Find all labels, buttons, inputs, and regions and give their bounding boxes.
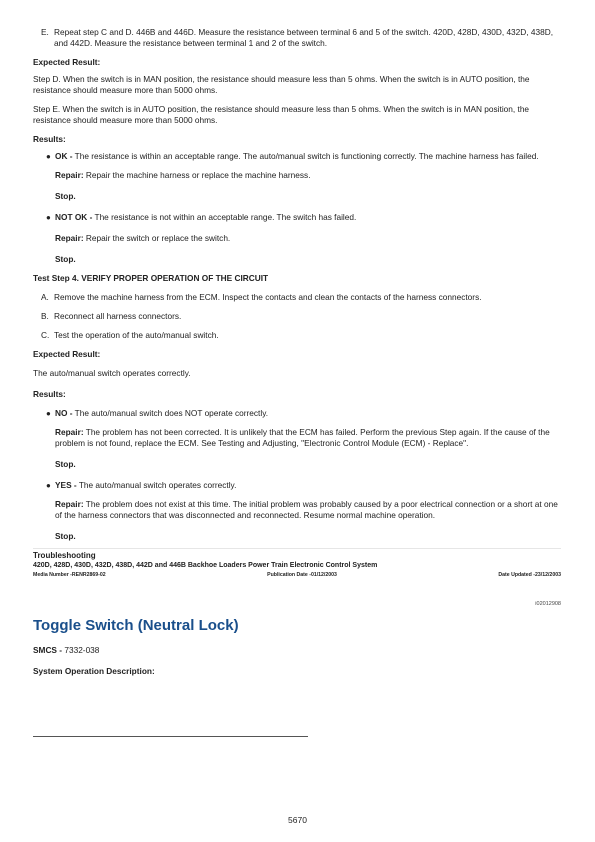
repair-label: Repair: (55, 499, 84, 509)
bullet-dot-icon: ● (46, 213, 51, 222)
expected-result-text: The auto/manual switch operates correctly. (33, 368, 191, 378)
smcs-value: 7332-038 (62, 645, 100, 655)
repair-text: The problem does not exist at this time. The initial problem was probably caused by a poor electrical connection or a short at one of the harness connectors that was disconnected and reconnected. Resume normal machine operation. (55, 499, 558, 520)
smcs-line (33, 645, 561, 656)
bottom-rule (33, 736, 308, 737)
repair-ok (33, 170, 561, 181)
doc-section-name: Troubleshooting (33, 551, 96, 560)
result-not-ok-label: NOT OK - (55, 212, 93, 222)
doc-title: 420D, 428D, 430D, 432D, 438D, 442D and 446B Backhoe Loaders Power Train Electronic Control System (33, 562, 378, 569)
doc-id: i02012908 (535, 601, 561, 607)
list-marker: C. (41, 330, 50, 340)
list-item-text: Test the operation of the auto/manual switch. (54, 330, 219, 340)
result-ok-label: OK - (55, 151, 73, 161)
expected-result-p1: Step D. When the switch is in MAN position, the resistance should measure less than 5 ohms. When the switch is in AUTO position, the resistance should measure more than 5000 ohms. (33, 74, 530, 95)
result-yes-label: YES - (55, 480, 77, 490)
repair-label: Repair: (55, 233, 84, 243)
list-marker: A. (41, 292, 49, 302)
repair-yes (33, 499, 561, 521)
date-updated: Date Updated -23/12/2003 (498, 572, 561, 578)
publication-date: Publication Date -01/12/2003 (267, 572, 337, 578)
page-content (33, 0, 561, 677)
media-number: Media Number -RENR2869-02 (33, 572, 106, 578)
step-e (33, 27, 561, 49)
expected-result-heading: Expected Result: (33, 57, 101, 67)
repair-label: Repair: (55, 170, 84, 180)
bullet-dot-icon: ● (46, 481, 51, 490)
stop-label: Stop. (55, 459, 76, 469)
results-heading: Results: (33, 389, 66, 399)
repair-text: The problem has not been corrected. It is unlikely that the ECM has failed. Perform the previous Step again. If the cause of the problem is not found, replace the ECM. See Testing and Adjusting, "Electronic Control Module (ECM) - Replace". (55, 427, 550, 448)
step4-item-b (33, 311, 561, 322)
smcs-label: SMCS - (33, 645, 63, 655)
bullet-dot-icon: ● (46, 409, 51, 418)
page-number: 5670 (288, 815, 307, 825)
step4-item-a (33, 292, 561, 303)
repair-no (33, 427, 561, 449)
result-no-item (33, 408, 561, 419)
step-e-text: Repeat step C and D. 446B and 446D. Measure the resistance between terminal 6 and 5 of the switch. 420D, 428D, 430D, 432D, 438D, and 442D. Measure the resistance between terminal 1 and 2 of the switch. (54, 27, 554, 48)
result-no-text: The auto/manual switch does NOT operate correctly. (72, 408, 269, 418)
list-item-text: Reconnect all harness connectors. (54, 311, 182, 321)
expected-result-p2: Step E. When the switch is in AUTO position, the resistance should measure less than 5 ohms. When the switch is in MAN position, the resistance should measure more than 5000 ohms. (33, 104, 530, 125)
section-title: Toggle Switch (Neutral Lock) (33, 617, 239, 634)
result-not-ok-text: The resistance is not within an acceptable range. The switch has failed. (92, 212, 357, 222)
result-ok-text: The resistance is within an acceptable range. The auto/manual switch is functioning correctly. The machine harness has failed. (72, 151, 539, 161)
list-marker: B. (41, 311, 49, 321)
expected-result-heading: Expected Result: (33, 349, 101, 359)
repair-text: Repair the machine harness or replace the machine harness. (83, 170, 311, 180)
result-not-ok-item (33, 212, 561, 223)
repair-not-ok (33, 233, 561, 244)
repair-label: Repair: (55, 427, 84, 437)
stop-label: Stop. (55, 191, 76, 201)
step4-item-c (33, 330, 561, 341)
list-item-text: Remove the machine harness from the ECM. Inspect the contacts and clean the contacts of the harness connectors. (54, 292, 482, 302)
result-yes-item (33, 480, 561, 491)
section-divider (33, 548, 561, 549)
result-yes-text: The auto/manual switch operates correctly. (76, 480, 237, 490)
test-step-4-heading: Test Step 4. VERIFY PROPER OPERATION OF THE CIRCUIT (33, 273, 269, 283)
results-heading: Results: (33, 134, 66, 144)
result-no-label: NO - (55, 408, 73, 418)
step-e-marker: E. (41, 27, 49, 37)
doc-meta-row (33, 571, 561, 579)
bullet-dot-icon: ● (46, 152, 51, 161)
stop-label: Stop. (55, 254, 76, 264)
stop-label: Stop. (55, 531, 76, 541)
system-operation-heading: System Operation Description: (33, 666, 155, 676)
repair-text: Repair the switch or replace the switch. (83, 233, 231, 243)
result-ok-item (33, 151, 561, 162)
